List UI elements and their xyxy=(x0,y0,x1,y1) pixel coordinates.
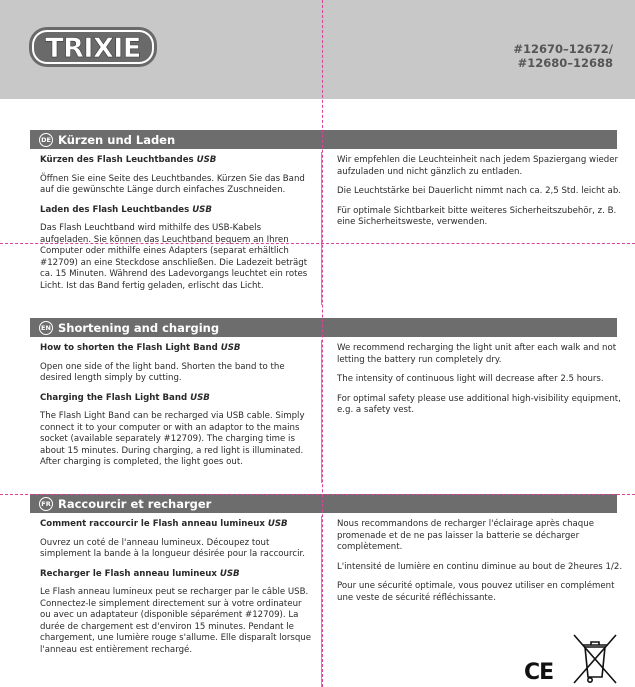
article-number-line-2: #12680–12688 xyxy=(517,56,613,70)
section-bar-en xyxy=(30,318,617,337)
right-column-en xyxy=(337,343,623,425)
language-badge-fr: FR xyxy=(39,497,53,511)
language-badge-en: EN xyxy=(39,321,53,335)
paragraph: For optimal safety please use additional high-visibility equipment, e.g. a safety vest. xyxy=(337,393,621,415)
section-bar-de xyxy=(30,130,617,149)
section-bar-fr xyxy=(30,494,617,513)
ce-mark-icon: CE xyxy=(524,660,554,685)
paragraph: Für optimale Sichtbarkeit bitte weiteres Sicherheitszubehör, z. B. eine Sicherheitsweste, verwenden. xyxy=(337,205,617,227)
section-title-fr: Raccourcir et recharger xyxy=(58,496,212,511)
left-column-fr xyxy=(40,519,312,664)
trixie-logo xyxy=(28,24,158,70)
right-column-de xyxy=(337,155,623,237)
article-numbers xyxy=(513,42,613,70)
fold-guide-vertical xyxy=(322,0,323,687)
crossed-bin-icon xyxy=(572,633,618,687)
paragraph: Das Flash Leuchtband wird mithilfe des USB-Kabels aufgeladen. Sie können das Leuchtband bequem an Ihren Computer oder mithilfe eines Adapters (separat erhältlich #12709) an eine Steckdose anschließen. Die Ladezeit beträgt ca. 15 Minuten. Während des Ladevorgangs leuchtet ein rotes Licht. Ist das Band fertig geladen, erlischt das Licht. xyxy=(40,223,308,291)
paragraph: We recommend recharging the light unit after each walk and not letting the battery run completely dry. xyxy=(337,343,617,365)
subheading: How to shorten the Flash Light Band USB xyxy=(40,343,241,353)
paragraph: Le Flash anneau lumineux peut se recharger par le câble USB. Connectez-le simplement directement sur à votre ordinateur ou avec un adaptateur (disponible séparément #12709). La durée de chargement est d'environ 15 minutes. Pendant le chargement, une lumière rouge s'allume. Elle disparaît lorsque l'anneau est entièrement rechargé. xyxy=(40,587,312,655)
subheading: Laden des Flash Leuchtbandes USB xyxy=(40,204,212,215)
subheading: Charging the Flash Light Band USB xyxy=(40,392,210,403)
paragraph: Die Leuchtstärke bei Dauerlicht nimmt nach ca. 2,5 Std. leicht ab. xyxy=(337,186,622,196)
subheading: Recharger le Flash anneau lumineux USB xyxy=(40,568,240,579)
subheading: Comment raccourcir le Flash anneau lumineux USB xyxy=(40,519,288,529)
paragraph: The Flash Light Band can be recharged via USB cable. Simply connect it to your computer or with an adaptor to the mains socket (available separately #12709). The charging time is about 15 minutes. During charging, a red light is illuminated. After charging is completed, the light goes out. xyxy=(40,411,305,467)
section-title-en: Shortening and charging xyxy=(58,320,220,335)
subheading: Kürzen des Flash Leuchtbandes USB xyxy=(40,155,217,165)
paragraph: Öffnen Sie eine Seite des Leuchtbandes. Kürzen Sie das Band auf die gewünschte Länge durch einfaches Zuschneiden. xyxy=(40,173,305,195)
section-title-de: Kürzen und Laden xyxy=(58,132,176,147)
paragraph: The intensity of continuous light will decrease after 2.5 hours. xyxy=(337,374,604,384)
paragraph: Nous recommandons de recharger l'éclairage après chaque promenade et de ne pas laisser la batterie se décharger complètement. xyxy=(337,519,594,552)
svg-text:TRIXIE: TRIXIE xyxy=(45,33,141,64)
right-column-fr xyxy=(337,519,623,612)
article-number-line-1: #12670–12672/ xyxy=(513,42,613,56)
header-band xyxy=(0,0,635,99)
fold-guide-horizontal xyxy=(0,243,635,244)
left-column-en xyxy=(40,343,312,477)
paragraph: L'intensité de lumière en continu diminue au bout de 2heures 1/2. xyxy=(337,561,623,572)
paragraph: Wir empfehlen die Leuchteinheit nach jedem Spaziergang wieder aufzuladen und nicht gänzlich zu entladen. xyxy=(337,155,619,177)
fold-guide-horizontal xyxy=(0,494,635,495)
paragraph: Pour une sécurité optimale, vous pouvez utiliser en complément une veste de sécurité réfléchissante. xyxy=(337,581,615,603)
left-column-de xyxy=(40,155,312,300)
language-badge-de: DE xyxy=(39,133,53,147)
paragraph: Open one side of the light band. Shorten the band to the desired length simply by cutting. xyxy=(40,361,285,383)
paragraph: Ouvrez un coté de l'anneau lumineux. Découpez tout simplement la bande à la longueur désirée pour la raccourcir. xyxy=(40,537,305,559)
